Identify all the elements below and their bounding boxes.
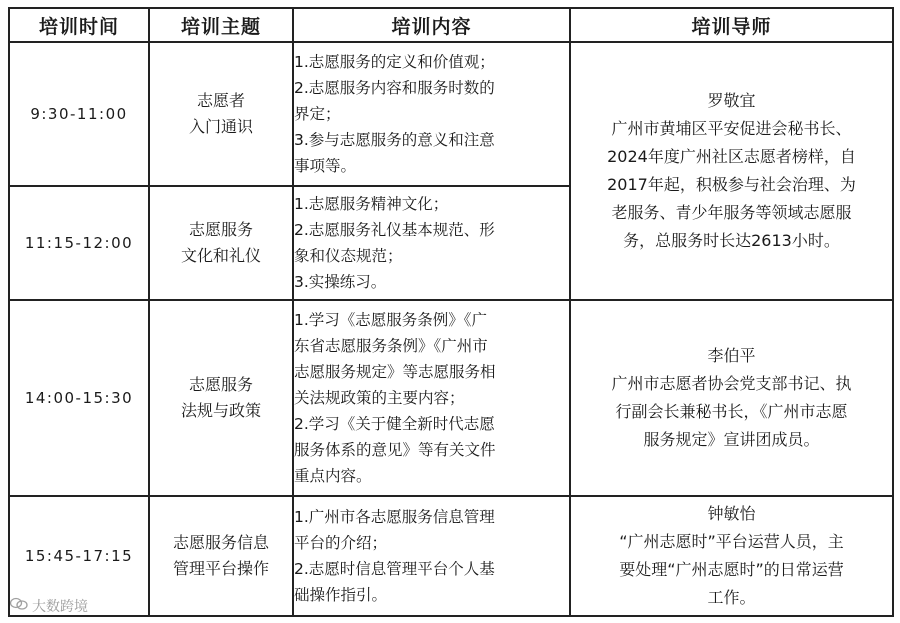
content-line: 象和仪态规范； bbox=[294, 247, 403, 265]
content-line: 3.参与志愿服务的意义和注意 bbox=[294, 131, 495, 149]
content-line: 3.实操练习。 bbox=[294, 273, 387, 291]
theme-cell bbox=[149, 496, 293, 616]
content-line: 平台的介绍； bbox=[294, 534, 388, 552]
time-cell: 9:30-11:00 bbox=[9, 42, 149, 186]
mentor-line: 2017年起，积极参与社会治理、为 bbox=[607, 175, 856, 194]
mentor-name: 罗敬宜 bbox=[707, 91, 756, 110]
theme-cell bbox=[149, 42, 293, 186]
theme-line: 志愿服务 bbox=[188, 375, 253, 394]
content-line: 2.学习《关于健全新时代志愿 bbox=[294, 415, 495, 433]
theme-line: 管理平台操作 bbox=[172, 559, 269, 578]
mentor-line: 广州市黄埔区平安促进会秘书长、 bbox=[611, 119, 852, 138]
watermark bbox=[10, 596, 88, 616]
mentor-name: 李伯平 bbox=[707, 346, 756, 365]
theme-line: 入门通识 bbox=[188, 117, 253, 136]
content-line: 2.志愿时信息管理平台个人基 bbox=[294, 560, 495, 578]
content-line: 1.学习《志愿服务条例》《广 bbox=[294, 311, 488, 329]
content-line: 界定； bbox=[294, 105, 341, 123]
theme-line: 文化和礼仪 bbox=[180, 246, 261, 265]
chat-bubbles-icon bbox=[10, 597, 28, 615]
mentor-line: 广州市志愿者协会党支部书记、执 bbox=[611, 374, 852, 393]
content-line: 服务体系的意见》等有关文件 bbox=[294, 441, 496, 459]
theme-cell bbox=[149, 186, 293, 300]
mentor-line: 2024年度广州社区志愿者榜样，自 bbox=[607, 147, 856, 166]
header-content: 培训内容 bbox=[293, 8, 570, 42]
mentor-name: 钟敏怡 bbox=[707, 504, 756, 523]
time-cell: 15:45-17:15 bbox=[9, 496, 149, 616]
table-row bbox=[9, 496, 893, 616]
mentor-line: 工作。 bbox=[707, 588, 756, 607]
content-cell bbox=[293, 42, 570, 186]
table-row bbox=[9, 300, 893, 496]
content-line: 1.志愿服务精神文化； bbox=[294, 195, 449, 213]
theme-line: 法规与政策 bbox=[180, 401, 261, 420]
header-row bbox=[9, 8, 893, 42]
content-cell bbox=[293, 300, 570, 496]
content-line: 志愿服务规定》等志愿服务相 bbox=[294, 363, 496, 381]
training-schedule-table bbox=[8, 7, 894, 617]
theme-line: 志愿者 bbox=[196, 91, 245, 110]
content-line: 东省志愿服务条例》《广州市 bbox=[294, 337, 488, 355]
content-line: 重点内容。 bbox=[294, 467, 372, 485]
content-line: 关法规政策的主要内容； bbox=[294, 389, 465, 407]
content-line: 事项等。 bbox=[294, 157, 357, 175]
mentor-line: 行副会长兼秘书长，《广州市志愿 bbox=[615, 402, 848, 421]
time-cell: 11:15-12:00 bbox=[9, 186, 149, 300]
table-row bbox=[9, 42, 893, 186]
mentor-line: 要处理“广州志愿时”的日常运营 bbox=[619, 560, 844, 579]
content-line: 2.志愿服务内容和服务时数的 bbox=[294, 79, 495, 97]
content-line: 础操作指引。 bbox=[294, 586, 388, 604]
mentor-cell bbox=[570, 300, 893, 496]
content-line: 2.志愿服务礼仪基本规范、形 bbox=[294, 221, 495, 239]
mentor-cell bbox=[570, 496, 893, 616]
mentor-line: 老服务、青少年服务等领域志愿服 bbox=[611, 203, 852, 222]
theme-line: 志愿服务 bbox=[188, 220, 253, 239]
mentor-line: 服务规定》宣讲团成员。 bbox=[643, 430, 820, 449]
mentor-line: “广州志愿时”平台运营人员，主 bbox=[619, 532, 844, 551]
mentor-cell bbox=[570, 42, 893, 300]
content-line: 1.志愿服务的定义和价值观； bbox=[294, 53, 495, 71]
watermark-text: 大数跨境 bbox=[32, 599, 88, 615]
theme-line: 志愿服务信息 bbox=[172, 533, 269, 552]
header-mentor: 培训导师 bbox=[570, 8, 893, 42]
content-line: 1.广州市各志愿服务信息管理 bbox=[294, 508, 495, 526]
header-theme: 培训主题 bbox=[149, 8, 293, 42]
theme-cell bbox=[149, 300, 293, 496]
header-time: 培训时间 bbox=[9, 8, 149, 42]
content-cell bbox=[293, 186, 570, 300]
time-cell: 14:00-15:30 bbox=[9, 300, 149, 496]
mentor-line: 务，总服务时长达2613小时。 bbox=[623, 231, 840, 250]
content-cell bbox=[293, 496, 570, 616]
